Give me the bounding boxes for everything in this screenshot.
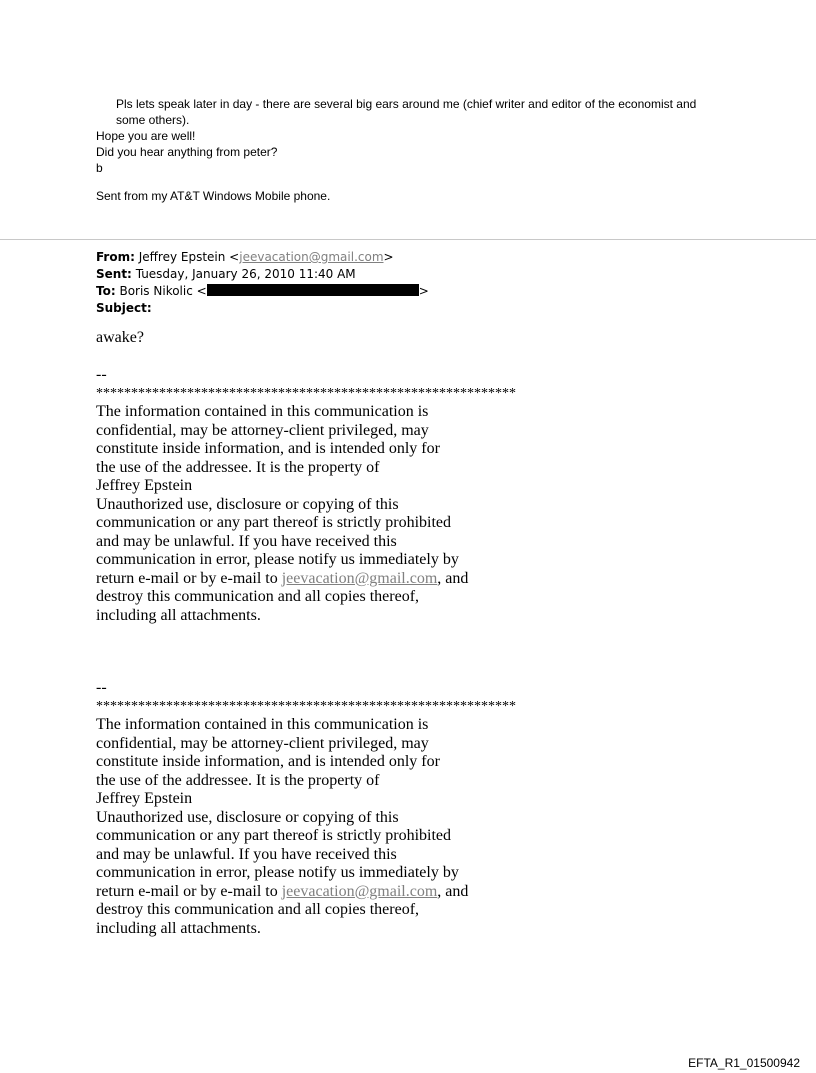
- disclaimer-line: Unauthorized use, disclosure or copying of this: [96, 808, 399, 826]
- mobile-signature: Sent from my AT&T Windows Mobile phone.: [96, 189, 331, 203]
- from-row: [96, 249, 429, 266]
- reply-body: [96, 128, 277, 176]
- disclaimer-email-link[interactable]: jeevacation@gmail.com: [281, 569, 438, 587]
- disclaimer-line: communication in error, please notify us immediately by: [96, 864, 459, 881]
- disclaimer-line: confidential, may be attorney-client privileged, may: [96, 421, 429, 439]
- subject-label: Subject:: [96, 301, 152, 315]
- disclaimer-line: constitute inside information, and is intended only for: [96, 440, 440, 457]
- sent-value: Tuesday, January 26, 2010 11:40 AM: [135, 267, 356, 281]
- disclaimer-stars: ************************************************************: [96, 385, 516, 401]
- email-prefix: return e-mail or by e-mail to: [96, 569, 282, 587]
- disclaimer-line: constitute inside information, and is intended only for: [96, 753, 440, 770]
- from-email-link[interactable]: jeevacation@gmail.com: [239, 250, 384, 264]
- reply-line: Did you hear anything from peter?: [96, 145, 278, 159]
- disclaimer-line: communication or any part thereof is strictly prohibited: [96, 514, 452, 531]
- disclaimer-email-line: [96, 570, 516, 589]
- disclaimer-stars: ************************************************************: [96, 698, 516, 714]
- reply-line: Hope you are well!: [96, 129, 196, 143]
- disclaimer-line: Jeffrey Epstein: [96, 477, 193, 494]
- from-close: >: [383, 250, 394, 264]
- disclaimer-line: the use of the addressee. It is the property of: [96, 458, 380, 476]
- disclaimer-line: communication in error, please notify us immediately by: [96, 551, 459, 568]
- disclaimer-line: destroy this communication and all copies thereof,: [96, 588, 420, 605]
- disclaimer-line: Unauthorized use, disclosure or copying of this: [96, 495, 399, 513]
- disclaimer-line: including all attachments.: [96, 919, 261, 937]
- sent-row: [96, 266, 429, 283]
- sent-label: Sent:: [96, 267, 132, 281]
- message-header: [96, 249, 429, 317]
- to-label: To:: [96, 284, 116, 298]
- message-divider: [0, 239, 816, 240]
- email-suffix: , and: [437, 882, 469, 900]
- subject-row: [96, 300, 429, 317]
- to-row: [96, 283, 429, 300]
- disclaimer-line: confidential, may be attorney-client privileged, may: [96, 734, 429, 752]
- disclaimer-dashes: --: [96, 679, 107, 696]
- disclaimer-line: and may be unlawful. If you have received this: [96, 845, 397, 863]
- disclaimer-line: The information contained in this communication is: [96, 403, 429, 420]
- to-name: Boris Nikolic <: [119, 284, 207, 298]
- from-label: From:: [96, 250, 135, 264]
- quoted-message: Pls lets speak later in day - there are several big ears around me (chief writer and editor of the economist and some others).: [116, 97, 697, 127]
- disclaimer-email-line: [96, 883, 516, 902]
- disclaimer-line: destroy this communication and all copies thereof,: [96, 901, 420, 918]
- disclaimer-email-link[interactable]: jeevacation@gmail.com: [281, 882, 438, 900]
- document-id: EFTA_R1_01500942: [688, 1056, 800, 1070]
- disclaimer-block: [96, 366, 516, 625]
- email-suffix: , and: [437, 569, 469, 587]
- disclaimer-dashes: --: [96, 366, 107, 383]
- to-close: >: [418, 284, 429, 298]
- email-prefix: return e-mail or by e-mail to: [96, 882, 282, 900]
- from-name: Jeffrey Epstein <: [138, 250, 240, 264]
- disclaimer-line: Jeffrey Epstein: [96, 790, 193, 807]
- disclaimer-line: The information contained in this communication is: [96, 716, 429, 733]
- message-body: awake?: [96, 329, 144, 346]
- reply-line: b: [96, 161, 103, 175]
- disclaimer-line: and may be unlawful. If you have received this: [96, 532, 397, 550]
- redaction-bar: [207, 284, 419, 296]
- disclaimer-line: the use of the addressee. It is the property of: [96, 771, 380, 789]
- disclaimer-block: [96, 679, 516, 938]
- disclaimer-line: including all attachments.: [96, 606, 261, 624]
- disclaimer-line: communication or any part thereof is strictly prohibited: [96, 827, 452, 844]
